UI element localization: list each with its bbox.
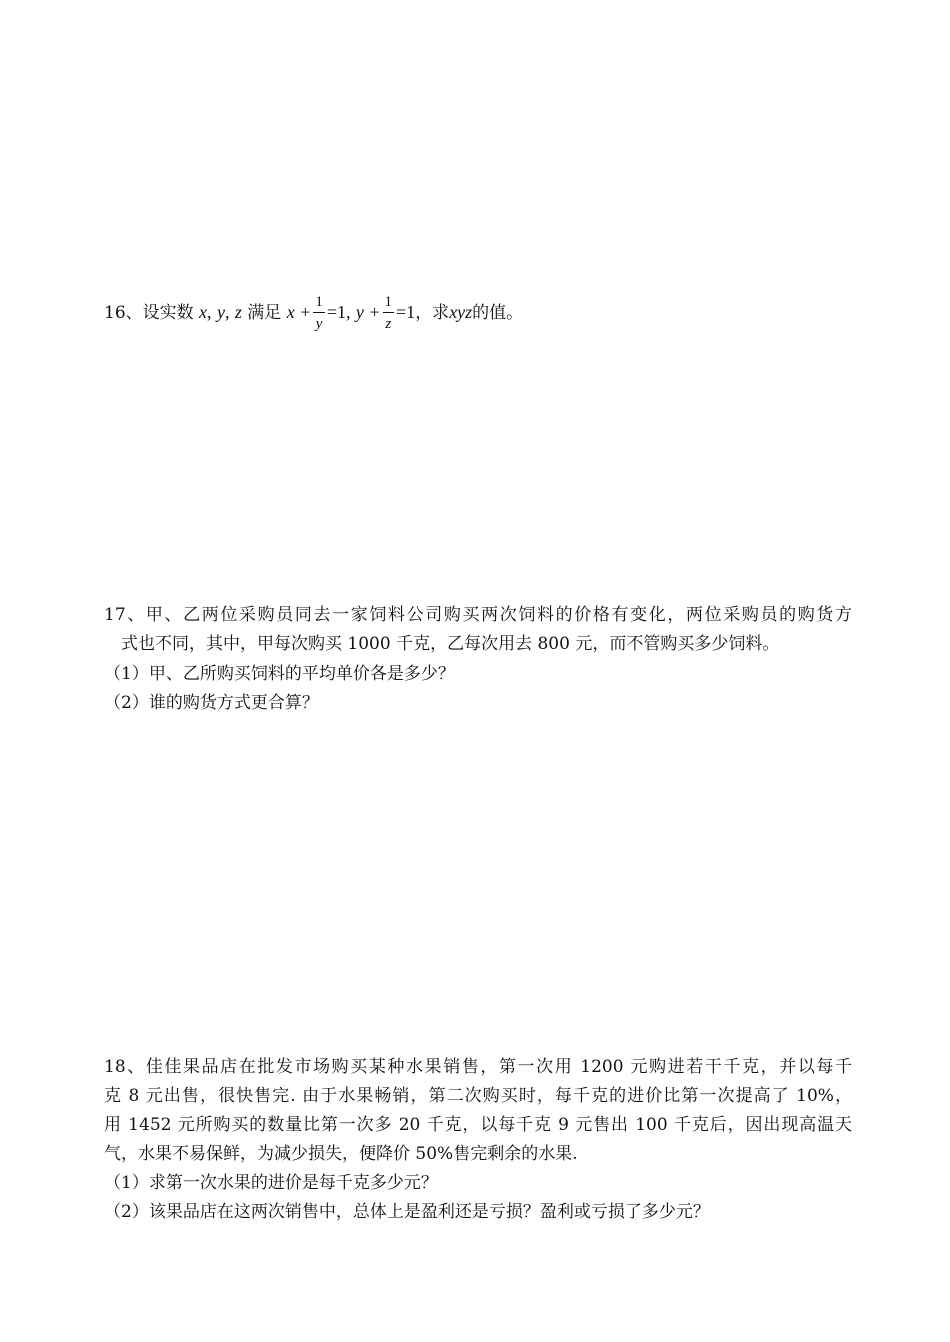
q17-line-1: 17、甲、乙两位采购员同去一家饲料公司购买两次饲料的价格有变化，两位采购员的购货方	[104, 605, 852, 625]
q17-sub-1: （1）甲、乙所购买饲料的平均单价各是多少？	[104, 664, 455, 684]
q16-var-z: z	[234, 302, 242, 322]
q16-var-y: y	[216, 302, 225, 322]
q18-line-4: 气，水果不易保鲜，为减少损失，便降价 50%售完剩余的水果.	[104, 1144, 578, 1164]
q16-var-xyz: xyz	[449, 302, 473, 322]
q16-eq1-rhs: =1,	[326, 302, 351, 322]
q18-sub-1: （1）求第一次水果的进价是每千克多少元？	[104, 1173, 438, 1193]
question-16	[104, 292, 523, 335]
q18-line-2: 克 8 元出售，很快售完. 由于水果畅销，第二次购买时，每千克的进价比第一次提高了 10%，	[104, 1086, 852, 1106]
q16-eq2-numerator: 1	[383, 292, 395, 313]
q16-eq1-numerator: 1	[313, 292, 325, 313]
q16-text-a: 设实数	[142, 303, 194, 323]
q16-eq2-lhs: y +	[355, 302, 381, 322]
q16-sep2: ,	[224, 302, 230, 322]
q16-text-d: 的值。	[472, 303, 524, 323]
q18-line-3: 用 1452 元所购买的数量比第一次多 20 千克，以每千克 9 元售出 100 千克后，因出现高温天	[104, 1115, 852, 1135]
q18-sub-2: （2）该果品店在这两次销售中，总体上是盈利还是亏损？盈利或亏损了多少元？	[104, 1202, 710, 1222]
q16-eq1-fraction	[313, 292, 325, 335]
q16-text-c: ，求	[415, 303, 450, 323]
q16-text-b: 满足	[247, 303, 282, 323]
q16-eq2-denominator: z	[385, 316, 392, 332]
q16-eq2-rhs: =1	[396, 302, 416, 322]
q17-sub-2: （2）谁的购货方式更合算？	[104, 693, 319, 713]
q17-line-2: 式也不同，其中，甲每次购买 1000 千克，乙每次用去 800 元，而不管购买多少饲料。	[121, 634, 780, 654]
q16-var-x: x	[199, 302, 208, 322]
q16-eq1-denominator: y	[315, 316, 323, 332]
q16-eq2-fraction	[383, 292, 395, 335]
q16-number: 16、	[104, 303, 143, 323]
q18-line-1: 18、佳佳果品店在批发市场购买某种水果销售，第一次用 1200 元购进若干千克，并以每千	[104, 1057, 852, 1077]
q16-sep1: ,	[207, 302, 212, 322]
q16-eq1-lhs: x +	[286, 302, 312, 322]
